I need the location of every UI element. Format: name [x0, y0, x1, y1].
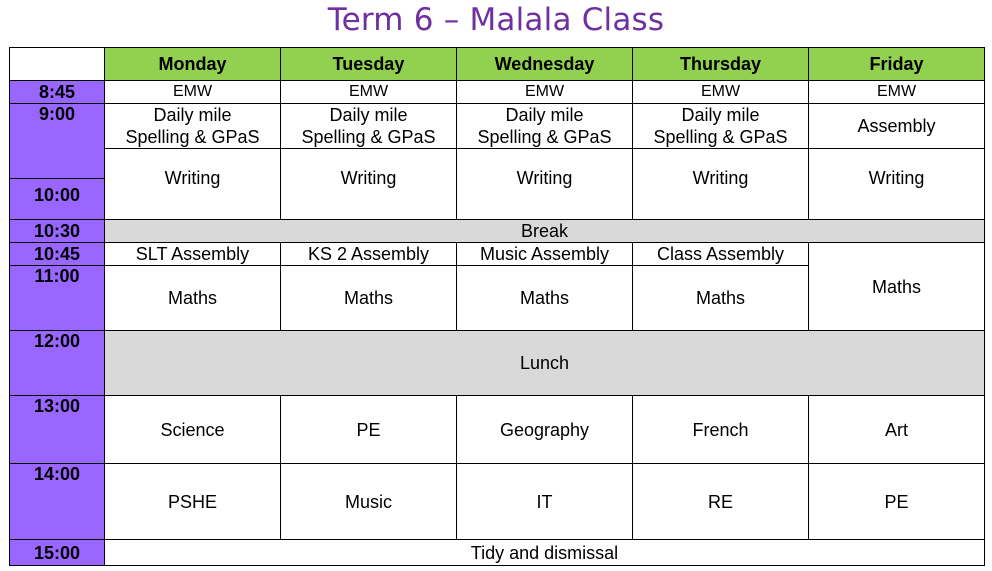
writing-monday: Writing	[105, 149, 281, 220]
day-header-thursday: Thursday	[633, 48, 809, 81]
morning-tuesday	[281, 104, 457, 149]
maths-monday: Maths	[105, 266, 281, 331]
spelling-label: Spelling & GPaS	[477, 127, 612, 147]
time-0900-1000	[10, 104, 105, 220]
row-1400	[10, 464, 985, 540]
daily-mile-label: Daily mile	[329, 105, 408, 125]
time-1300: 13:00	[10, 396, 105, 464]
pm2-tuesday: Music	[281, 464, 457, 540]
pm1-thursday: French	[633, 396, 809, 464]
row-1200	[10, 331, 985, 396]
dismissal-cell: Tidy and dismissal	[105, 540, 985, 566]
pm1-tuesday: PE	[281, 396, 457, 464]
lunch-cell: Lunch	[105, 331, 985, 396]
time-1100: 11:00	[10, 266, 105, 331]
time-1045: 10:45	[10, 243, 105, 266]
pm2-monday: PSHE	[105, 464, 281, 540]
time-0900: 9:00	[38, 104, 76, 124]
morning-friday: Assembly	[809, 104, 985, 149]
day-header-tuesday: Tuesday	[281, 48, 457, 81]
page-title: Term 6 – Malala Class	[327, 2, 665, 38]
time-1400: 14:00	[10, 464, 105, 540]
pm1-friday: Art	[809, 396, 985, 464]
assembly-tuesday: KS 2 Assembly	[281, 243, 457, 266]
writing-wednesday: Writing	[457, 149, 633, 220]
emw-tuesday: EMW	[281, 81, 457, 104]
spelling-label: Spelling & GPaS	[653, 127, 788, 147]
time-1200: 12:00	[10, 331, 105, 396]
maths-friday: Maths	[809, 243, 985, 331]
morning-monday	[105, 104, 281, 149]
pm2-thursday: RE	[633, 464, 809, 540]
row-1300	[10, 396, 985, 464]
row-0900	[10, 104, 985, 149]
pm1-wednesday: Geography	[457, 396, 633, 464]
spelling-label: Spelling & GPaS	[301, 127, 436, 147]
morning-wednesday	[457, 104, 633, 149]
time-0845: 8:45	[10, 81, 105, 104]
day-header-friday: Friday	[809, 48, 985, 81]
assembly-wednesday: Music Assembly	[457, 243, 633, 266]
day-header-monday: Monday	[105, 48, 281, 81]
writing-tuesday: Writing	[281, 149, 457, 220]
emw-monday: EMW	[105, 81, 281, 104]
daily-mile-label: Daily mile	[681, 105, 760, 125]
assembly-monday: SLT Assembly	[105, 243, 281, 266]
row-0845	[10, 81, 985, 104]
row-1500	[10, 540, 985, 566]
pm2-friday: PE	[809, 464, 985, 540]
timetable	[9, 47, 985, 566]
writing-thursday: Writing	[633, 149, 809, 220]
assembly-thursday: Class Assembly	[633, 243, 809, 266]
daily-mile-label: Daily mile	[153, 105, 232, 125]
header-row	[10, 48, 985, 81]
daily-mile-label: Daily mile	[505, 105, 584, 125]
maths-thursday: Maths	[633, 266, 809, 331]
time-1000: 10:00	[33, 185, 81, 205]
time-1500: 15:00	[10, 540, 105, 566]
pm2-wednesday: IT	[457, 464, 633, 540]
time-divider	[10, 178, 104, 179]
morning-thursday	[633, 104, 809, 149]
row-writing	[10, 149, 985, 220]
corner-cell	[10, 48, 105, 81]
emw-wednesday: EMW	[457, 81, 633, 104]
emw-friday: EMW	[809, 81, 985, 104]
time-1030: 10:30	[10, 220, 105, 243]
emw-thursday: EMW	[633, 81, 809, 104]
maths-tuesday: Maths	[281, 266, 457, 331]
pm1-monday: Science	[105, 396, 281, 464]
row-1045	[10, 243, 985, 266]
break-cell: Break	[105, 220, 985, 243]
row-1030	[10, 220, 985, 243]
writing-friday: Writing	[809, 149, 985, 220]
spelling-label: Spelling & GPaS	[125, 127, 260, 147]
day-header-wednesday: Wednesday	[457, 48, 633, 81]
maths-wednesday: Maths	[457, 266, 633, 331]
